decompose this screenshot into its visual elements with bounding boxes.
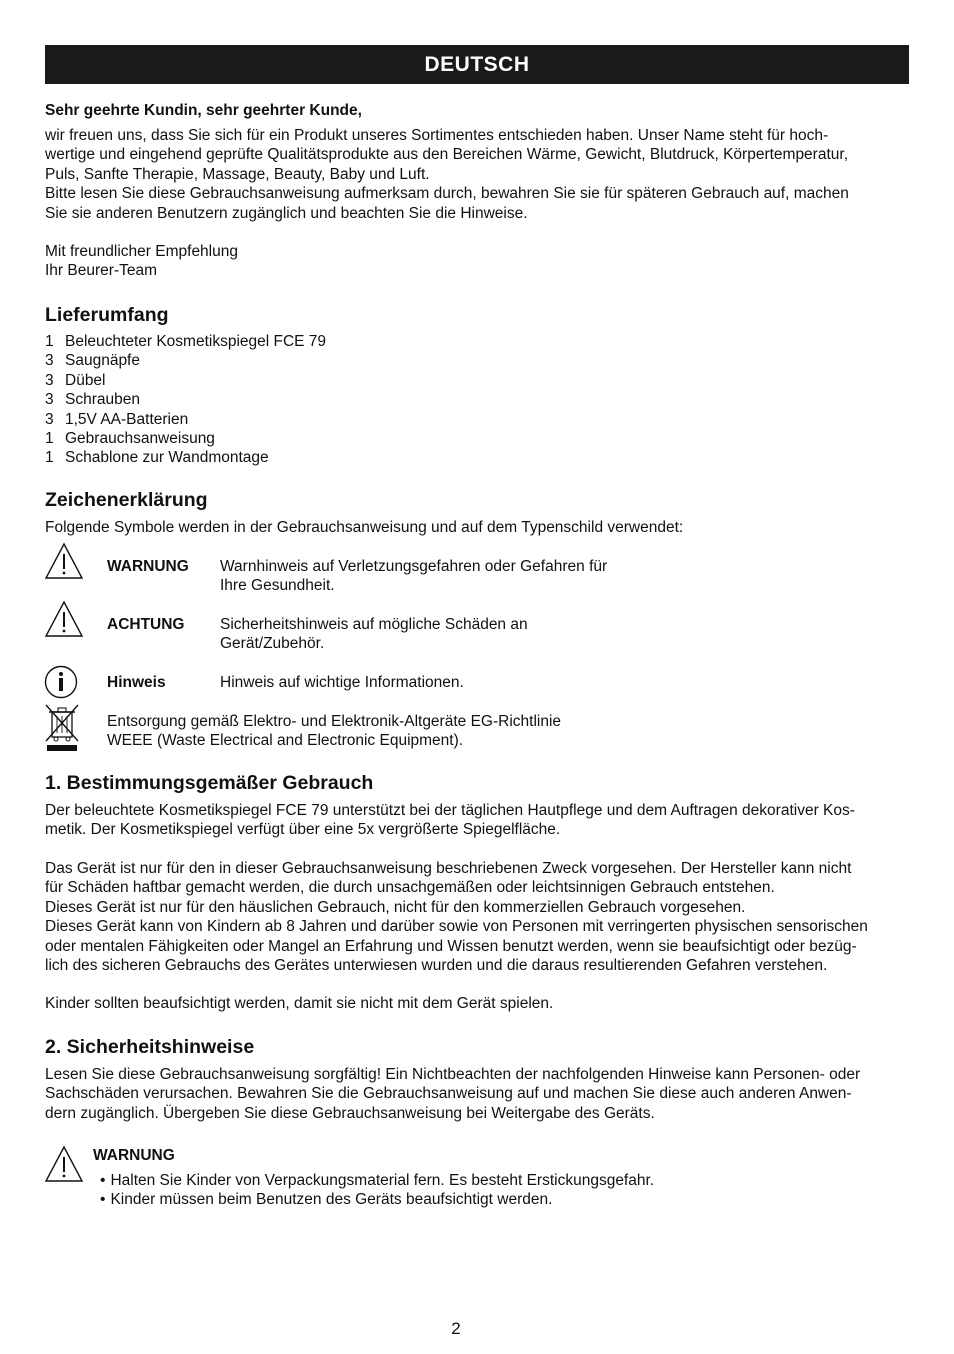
- para-line: metik. Der Kosmetikspiegel verfügt über eine 5x vergrößerte Spiegelfläche.: [45, 821, 561, 839]
- item-qty: 1: [45, 449, 54, 467]
- list-item: [45, 429, 326, 448]
- list-item: [45, 351, 326, 370]
- list-item: [45, 448, 326, 467]
- item-text: Beleuchteter Kosmetikspiegel FCE 79: [65, 333, 327, 350]
- list-item: • Halten Sie Kinder von Verpackungsmaterial fern. Es besteht Erstickungsgefahr.: [100, 1171, 654, 1190]
- closing-line: Mit freundlicher Empfehlung: [45, 243, 238, 260]
- desc-line: Ihre Gesundheit.: [220, 577, 335, 595]
- language-banner: DEUTSCH: [45, 45, 909, 84]
- para-line: Dieses Gerät ist nur für den häuslichen Gebrauch, nicht für den kommerziellen Gebrauch vorgesehen.: [45, 898, 746, 916]
- desc-line: WEEE (Waste Electrical and Electronic Equipment).: [107, 732, 464, 750]
- intro-line: wertige und eingehend geprüfte Qualitätsprodukte aus den Bereichen Wärme, Gewicht, Blutdruck, Körpertemperatur,: [45, 146, 849, 164]
- warning-label: WARNUNG: [93, 1147, 175, 1164]
- intro-text: [45, 126, 915, 223]
- list-item: [45, 332, 326, 351]
- delivery-heading: Lieferumfang: [45, 304, 169, 326]
- para-line: Das Gerät ist nur für den in dieser Gebrauchsanweisung beschriebenen Zweck vorgesehen. Der Hersteller kann nicht: [45, 860, 852, 877]
- item-text: Schablone zur Wandmontage: [65, 449, 269, 467]
- section2-heading: 2. Sicherheitshinweise: [45, 1036, 255, 1058]
- warning-triangle-icon: [44, 1145, 84, 1183]
- item-qty: 1: [45, 333, 54, 350]
- symbol-desc-weee: [107, 712, 707, 751]
- desc-line: Warnhinweis auf Verletzungsgefahren oder Gefahren für: [220, 558, 608, 575]
- intro-line: Puls, Sanfte Therapie, Massage, Beauty, Baby und Luft.: [45, 165, 430, 183]
- item-text: Gebrauchsanweisung: [65, 430, 215, 448]
- intro-line: Sie sie anderen Benutzern zugänglich und beachten Sie die Hinweise.: [45, 204, 528, 222]
- delivery-list: [45, 332, 326, 468]
- closing: [45, 242, 915, 281]
- symbol-label-note: Hinweis: [107, 674, 166, 691]
- symbol-desc-warning: [220, 557, 660, 596]
- info-icon: [44, 665, 78, 699]
- list-item: [45, 410, 326, 429]
- section2-paragraph: [45, 1065, 915, 1123]
- para-line: oder mentalen Fähigkeiten oder Mangel an Erfahrung und Wissen benutzt werden, wenn sie beaufsichtigt oder bezüg-: [45, 937, 857, 955]
- para-line: Dieses Gerät kann von Kindern ab 8 Jahren und darüber sowie von Personen mit verringerten physischen sensorischen: [45, 918, 868, 936]
- list-item: • Kinder müssen beim Benutzen des Geräts beaufsichtigt werden.: [100, 1190, 654, 1209]
- symbols-intro: Folgende Symbole werden in der Gebrauchsanweisung und auf dem Typenschild verwendet:: [45, 519, 684, 536]
- item-text: Schrauben: [65, 391, 140, 409]
- symbols-heading: Zeichenerklärung: [45, 489, 208, 511]
- intro-line: Bitte lesen Sie diese Gebrauchsanweisung aufmerksam durch, bewahren Sie sie für späteren Gebrauch auf, machen: [45, 185, 849, 203]
- para-line: Sachschäden verursachen. Bewahren Sie die Gebrauchsanweisung auf und machen Sie diese auch anderen Anwen-: [45, 1085, 852, 1103]
- item-qty: 3: [45, 352, 54, 370]
- para-line: Lesen Sie diese Gebrauchsanweisung sorgfältig! Ein Nichtbeachten der nachfolgenden Hinweise kann Personen- oder: [45, 1066, 861, 1083]
- section1-heading: 1. Bestimmungsgemäßer Gebrauch: [45, 772, 374, 794]
- warning-triangle-icon: [44, 542, 84, 580]
- symbol-desc-note: Hinweis auf wichtige Informationen.: [220, 674, 464, 691]
- desc-line: Sicherheitshinweis auf mögliche Schäden an: [220, 616, 528, 633]
- warning-bullets: [100, 1171, 654, 1210]
- desc-line: Gerät/Zubehör.: [220, 635, 325, 653]
- section1-paragraph: [45, 801, 915, 840]
- closing-line: Ihr Beurer-Team: [45, 262, 157, 280]
- item-text: 1,5V AA-Batterien: [65, 410, 189, 428]
- para-line: für Schäden haftbar gemacht werden, die durch unsachgemäßen oder leichtsinnigen Gebrauch entstehen.: [45, 879, 775, 897]
- item-qty: 3: [45, 371, 54, 389]
- section1-paragraph: [45, 859, 915, 975]
- warning-triangle-icon: [44, 600, 84, 638]
- item-text: Saugnäpfe: [65, 352, 140, 370]
- para-line: Der beleuchtete Kosmetikspiegel FCE 79 unterstützt bei der täglichen Hautpflege und dem Auftragen dekorativer Kos-: [45, 802, 855, 819]
- crossed-bin-icon: [44, 703, 80, 753]
- list-item: [45, 390, 326, 409]
- section1-paragraph: Kinder sollten beaufsichtigt werden, damit sie nicht mit dem Gerät spielen.: [45, 995, 554, 1012]
- page-number: 2: [451, 1319, 461, 1338]
- item-qty: 3: [45, 391, 54, 409]
- para-line: lich des sicheren Gebrauchs des Gerätes unterwiesen wurden und die daraus resultierenden Gefahren verstehen.: [45, 957, 828, 975]
- symbol-label-caution: ACHTUNG: [107, 616, 185, 633]
- item-qty: 1: [45, 430, 54, 448]
- para-line: dern zugänglich. Übergeben Sie diese Gebrauchsanweisung bei Weitergabe des Geräts.: [45, 1104, 655, 1122]
- intro-line: wir freuen uns, dass Sie sich für ein Produkt unseres Sortimentes entschieden haben. Unser Name steht für hoch-: [45, 127, 829, 144]
- desc-line: Entsorgung gemäß Elektro- und Elektronik-Altgeräte EG-Richtlinie: [107, 713, 562, 730]
- list-item: [45, 371, 326, 390]
- symbol-label-warning: WARNUNG: [107, 558, 189, 575]
- symbol-desc-caution: [220, 615, 660, 654]
- salutation: Sehr geehrte Kundin, sehr geehrter Kunde,: [45, 102, 362, 119]
- item-text: Dübel: [65, 371, 106, 389]
- item-qty: 3: [45, 410, 54, 428]
